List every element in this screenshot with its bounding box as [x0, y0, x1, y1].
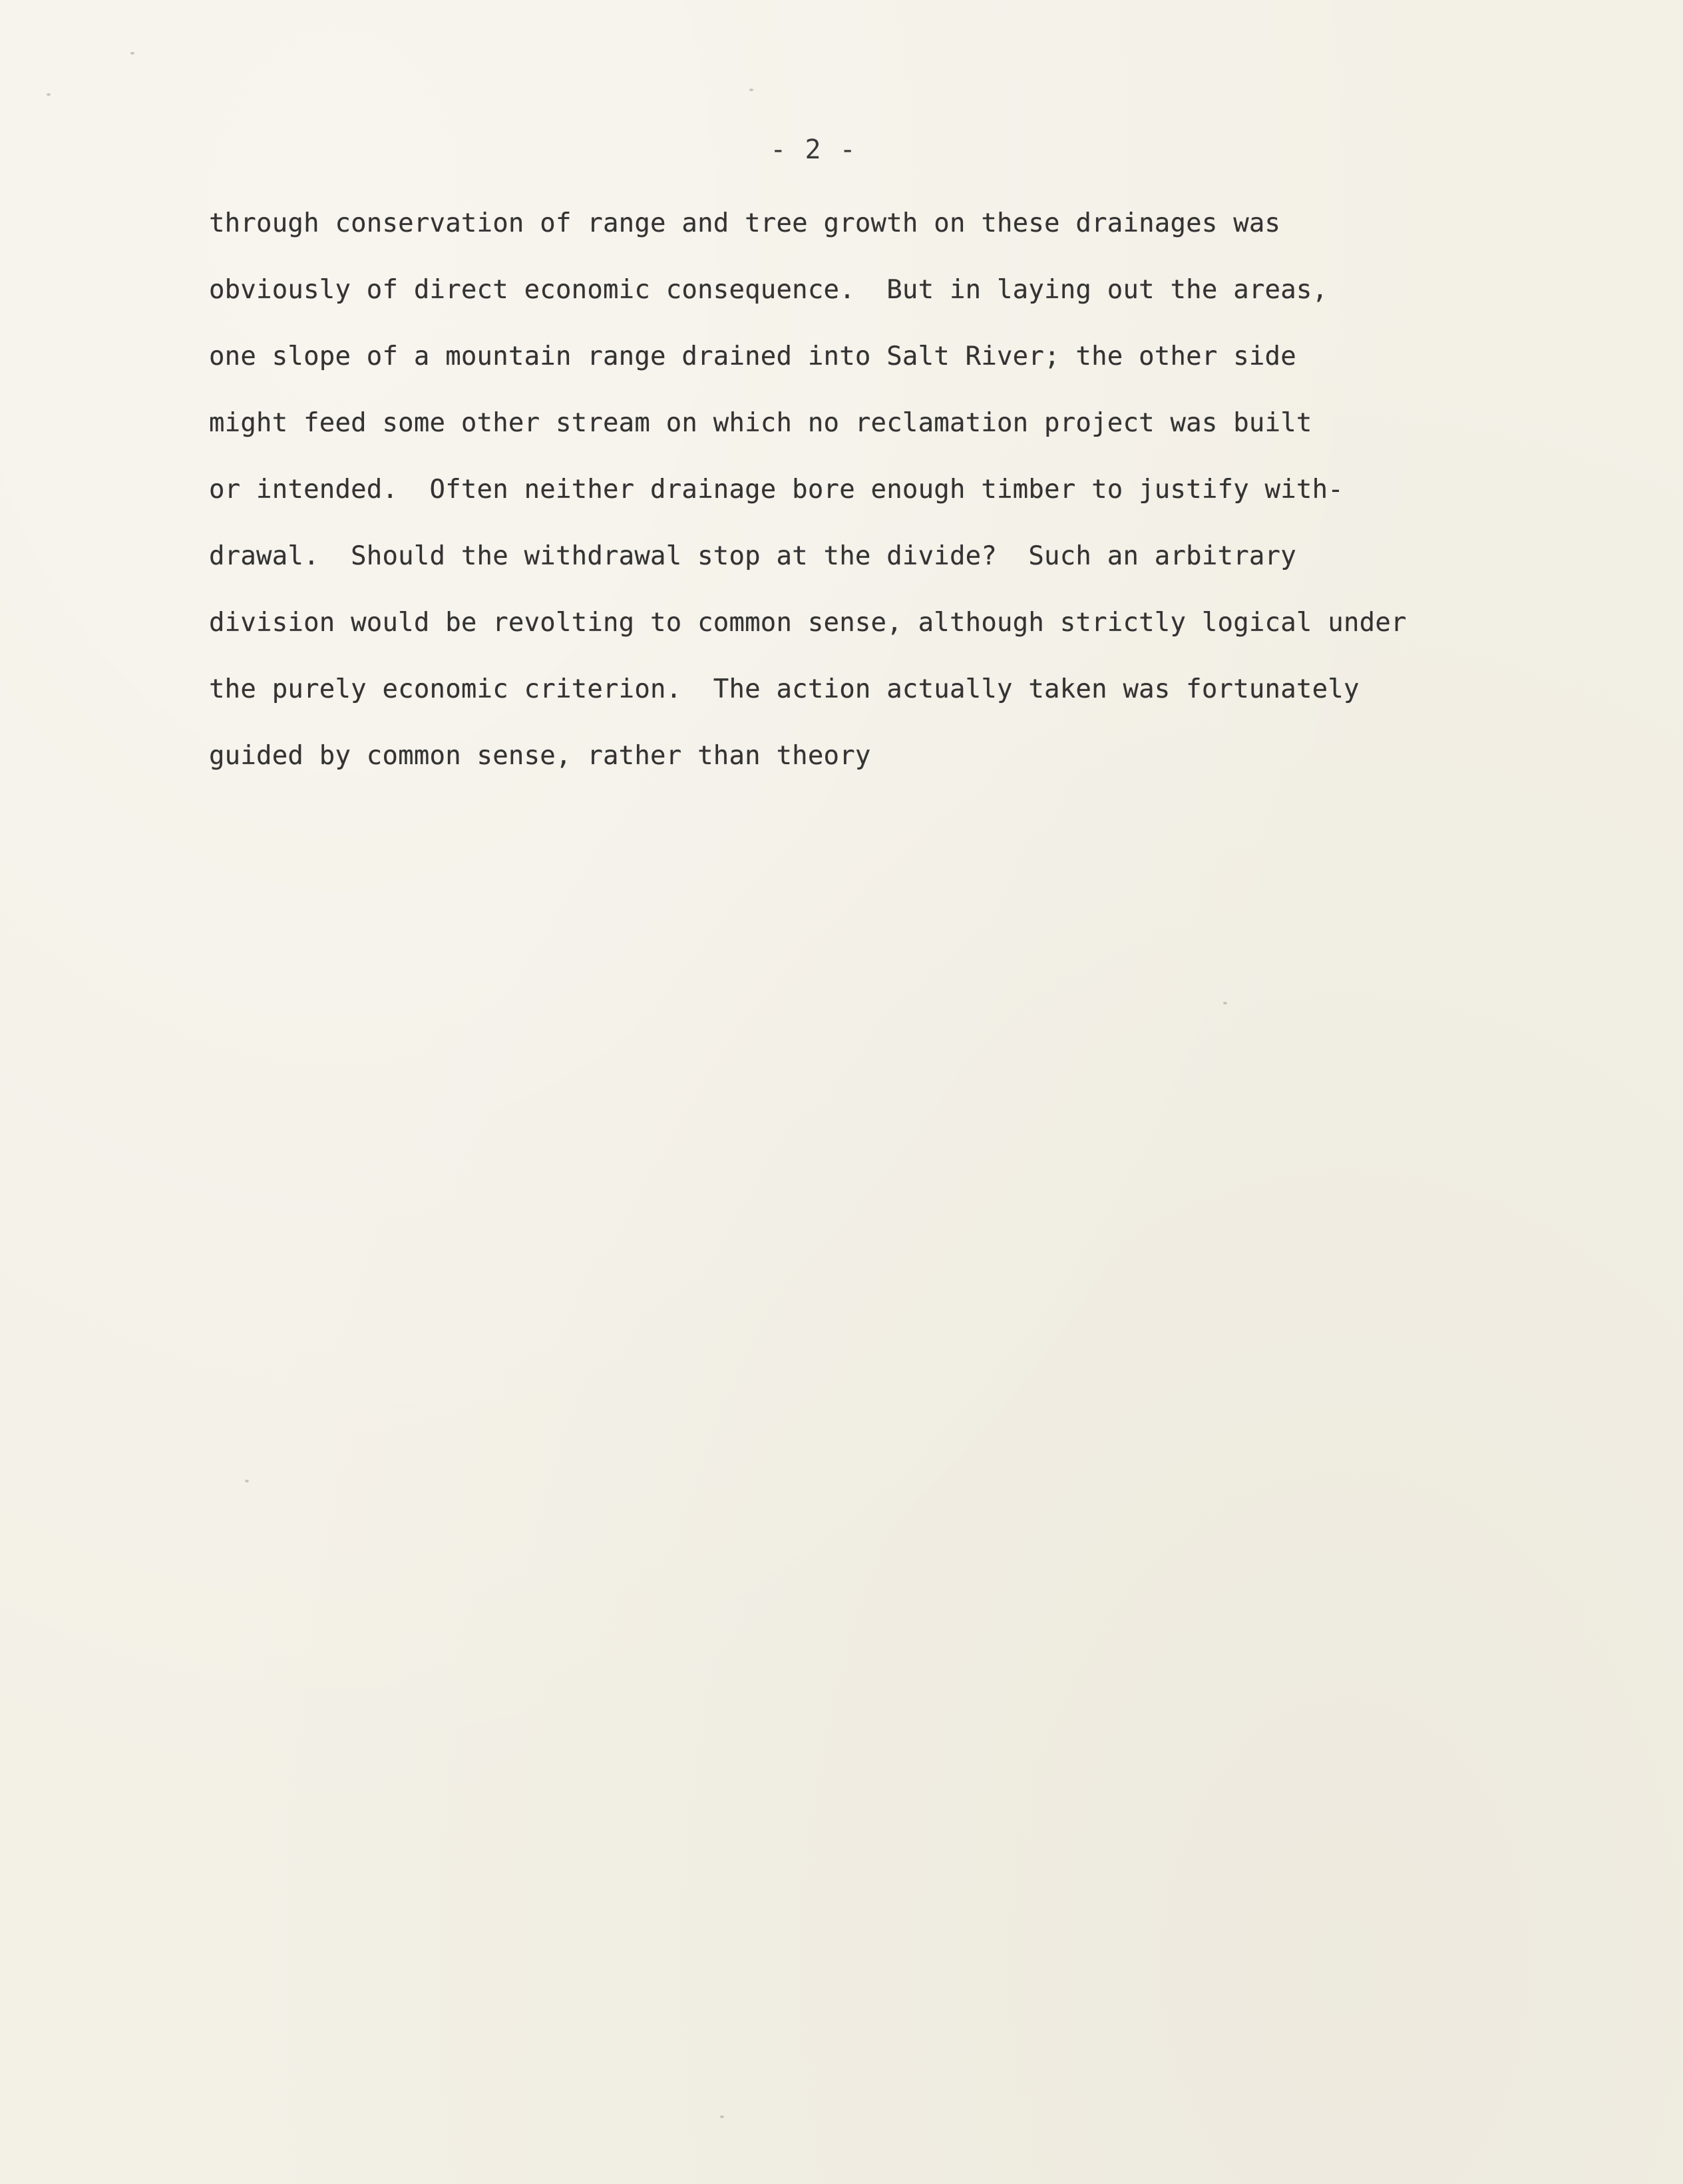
text-line: guided by common sense, rather than theory: [209, 741, 871, 771]
page-number: [0, 134, 1683, 165]
paper-speck: [245, 1480, 249, 1482]
paper-speck: [130, 52, 134, 55]
text-line: through conservation of range and tree growth on these drainages was: [209, 208, 1281, 238]
paper-speck: [749, 89, 753, 91]
body-text: [209, 206, 1540, 805]
text-line: might feed some other stream on which no reclamation project was built: [209, 408, 1312, 438]
paper-speck: [47, 93, 51, 96]
text-line: the purely economic criterion. The action actually taken was fortunately: [209, 674, 1360, 704]
text-line: one slope of a mountain range drained into Salt River; the other side: [209, 341, 1296, 371]
page-number-text: - 2 -: [770, 134, 857, 165]
paper-speck: [720, 2115, 724, 2118]
paper-speck: [1223, 1002, 1227, 1004]
text-line: drawal. Should the withdrawal stop at the divide? Such an arbitrary: [209, 541, 1296, 571]
text-line: division would be revolting to common sense, although strictly logical under: [209, 608, 1407, 638]
text-line: obviously of direct economic consequence. But in laying out the areas,: [209, 275, 1328, 305]
text-line: or intended. Often neither drainage bore enough timber to justify with-: [209, 475, 1344, 505]
